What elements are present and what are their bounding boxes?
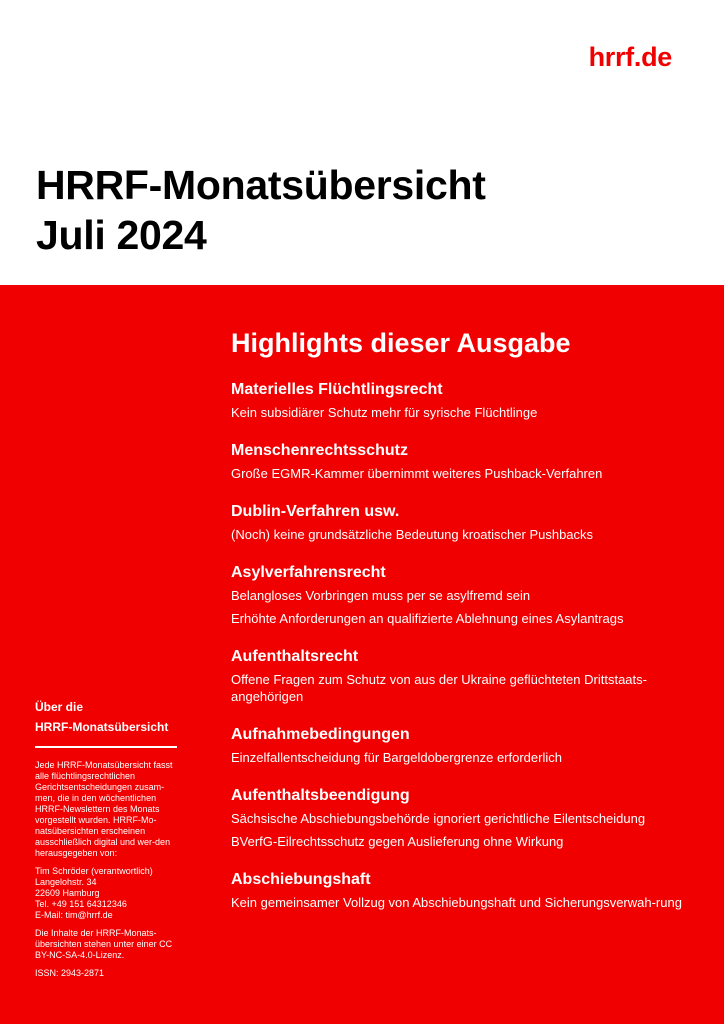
about-issn: ISSN: 2943-2871 bbox=[35, 968, 105, 978]
contact-street: Langelohstr. 34 bbox=[35, 877, 97, 887]
section-item: Belangloses Vorbringen muss per se asylfremd sein bbox=[231, 588, 531, 603]
section-title: Aufenthaltsrecht bbox=[231, 648, 359, 665]
about-contact bbox=[35, 866, 177, 921]
section-item: Einzelfallentscheidung für Bargeldobergrenze erforderlich bbox=[231, 750, 562, 765]
about-box bbox=[35, 697, 177, 986]
contact-name: Tim Schröder (verantwortlich) bbox=[35, 866, 153, 876]
highlights-heading: Highlights dieser Ausgabe bbox=[231, 328, 571, 358]
section-title: Materielles Flüchtlingsrecht bbox=[231, 381, 443, 398]
highlight-section bbox=[231, 440, 691, 482]
section-item: Sächsische Abschiebungsbehörde ignoriert gerichtliche Eilentscheidung bbox=[231, 811, 646, 826]
section-item: Erhöhte Anforderungen an qualifizierte Ablehnung eines Asylantrags bbox=[231, 611, 624, 626]
highlights bbox=[231, 325, 691, 930]
highlight-section bbox=[231, 785, 691, 850]
contact-email[interactable]: E-Mail: tim@hrrf.de bbox=[35, 910, 113, 920]
about-divider bbox=[35, 746, 177, 748]
hrrf-logo[interactable]: hrrf.de bbox=[588, 42, 672, 72]
title-line-1: HRRF-Monatsübersicht bbox=[36, 162, 486, 208]
section-title: Menschenrechtsschutz bbox=[231, 442, 408, 459]
content-panel bbox=[0, 285, 724, 1024]
section-item: Kein subsidiärer Schutz mehr für syrische Flüchtlinge bbox=[231, 405, 538, 420]
contact-city: 22609 Hamburg bbox=[35, 888, 100, 898]
highlight-section bbox=[231, 724, 691, 766]
about-title-line-2: HRRF-Monatsübersicht bbox=[35, 720, 169, 734]
about-license: Die Inhalte der HRRF-Monats-übersichten stehen unter einer CC BY-NC-SA-4.0-Lizenz. bbox=[35, 928, 173, 960]
section-title: Dublin-Verfahren usw. bbox=[231, 503, 400, 520]
about-title bbox=[35, 697, 177, 737]
highlight-section bbox=[231, 646, 691, 705]
contact-phone: Tel. +49 151 64312346 bbox=[35, 899, 127, 909]
section-title: Asylverfahrensrecht bbox=[231, 564, 386, 581]
section-item: Offene Fragen zum Schutz von aus der Ukraine geflüchteten Drittstaats-angehörigen bbox=[231, 672, 647, 704]
highlight-section bbox=[231, 379, 691, 421]
section-item: BVerfG-Eilrechtsschutz gegen Auslieferung ohne Wirkung bbox=[231, 834, 564, 849]
about-title-line-1: Über die bbox=[35, 700, 84, 714]
title-line-2: Juli 2024 bbox=[36, 212, 207, 258]
section-title: Abschiebungshaft bbox=[231, 871, 371, 888]
highlight-section bbox=[231, 562, 691, 627]
section-title: Aufnahmebedingungen bbox=[231, 726, 410, 743]
section-title: Aufenthaltsbeendigung bbox=[231, 787, 410, 804]
highlight-section bbox=[231, 869, 691, 911]
page-title bbox=[36, 160, 486, 260]
about-description: Jede HRRF-Monatsübersicht fasst alle flüchtlingsrechtlichen Gerichtsentscheidungen zusam-men, die in den wöchentlichen HRRF-Newslettern des Monats vorgestellt wurden. HRRF-Mo-natsübersichten erscheinen ausschließlich digital und wer-den herausgegeben von: bbox=[35, 760, 173, 858]
section-item: (Noch) keine grundsätzliche Bedeutung kroatischer Pushbacks bbox=[231, 527, 594, 542]
section-item: Kein gemeinsamer Vollzug von Abschiebungshaft und Sicherungsverwah-rung bbox=[231, 895, 682, 910]
header-area bbox=[0, 0, 724, 285]
highlight-section bbox=[231, 501, 691, 543]
section-item: Große EGMR-Kammer übernimmt weiteres Pushback-Verfahren bbox=[231, 466, 603, 481]
